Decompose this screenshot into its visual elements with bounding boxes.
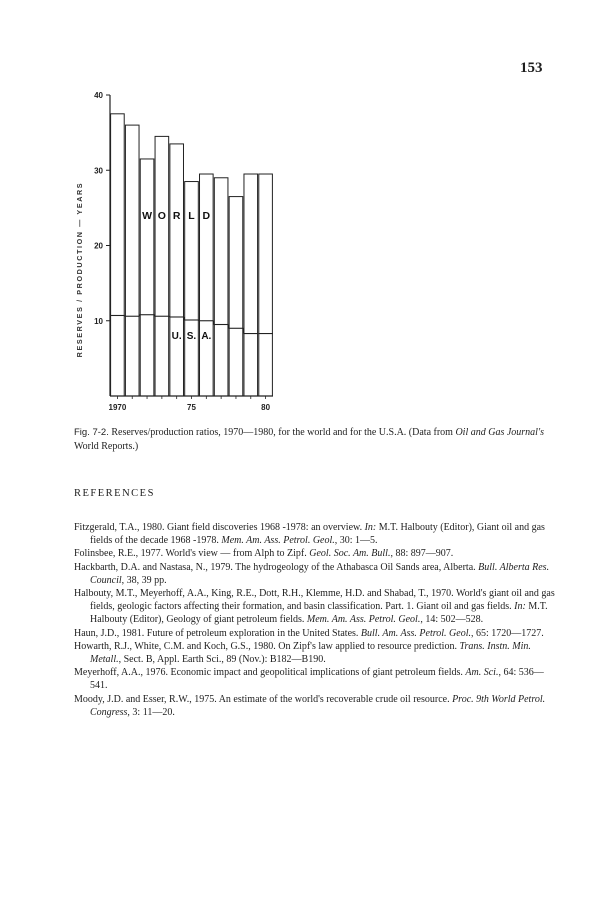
reference-text: , 65: 1720—1727. [471,627,544,639]
world-label-letter: O [157,210,166,223]
x-tick-label: 75 [187,403,196,412]
y-tick-label: 20 [94,241,103,251]
reference-text: , 14: 502—528. [420,614,484,626]
world-label-letter: R [172,210,181,223]
x-tick-label: 1970 [108,403,127,412]
reference-journal: Geol. Soc. Am. Bull. [309,548,391,560]
reference-item [74,547,556,560]
reference-text: Haun, J.D., 1981. Future of petroleum exploration in the United States. [74,627,361,639]
x-tick-label: 80 [261,403,271,412]
reference-text: , 38, 39 pp. [121,574,167,586]
reference-journal: Bull. Am. Ass. Petrol. Geol. [360,627,471,639]
world-bar [111,114,125,396]
reference-journal: Mem. Am. Ass. Petrol. Geol. [221,535,335,547]
world-label-letter: D [202,210,211,223]
y-tick-label: 40 [94,91,103,100]
reference-journal: In: [514,601,526,613]
reference-text: Moody, J.D. and Esser, R.W., 1975. An estimate of the world's recoverable crude oil resource. [74,693,453,705]
page-number: 153 [520,60,543,76]
y-tick-label: 10 [94,316,103,326]
reserves-production-chart [70,88,290,418]
usa-label-letter: U. [171,330,182,342]
reference-text: , 88: 897—907. [390,548,454,560]
world-bar [244,174,258,396]
reference-text: , 30: 1—5. [334,535,378,547]
reference-item [74,561,556,587]
y-tick-label: 30 [94,166,103,176]
references-list [74,521,556,719]
caption-source: Oil and Gas Journal's [455,427,544,438]
world-bar [170,144,184,396]
reference-text: M.T. Halbouty (Editor), Geology of giant petroleum fields. [90,601,548,626]
caption-label: Fig. 7-2. [74,427,109,438]
figure-caption [74,426,554,454]
reference-item [74,587,556,627]
usa-label-letter: S. [186,330,197,342]
world-bar [214,178,228,396]
reference-journal: Trans. Instn. Min. Metall. [90,640,531,666]
world-label-letter: W [142,210,153,223]
usa-label-letter: A. [201,330,212,342]
world-label-letter: L [188,210,195,223]
caption-text-end: World Reports.) [74,441,139,452]
reference-item [74,521,556,547]
reference-journal: Mem. Am. Ass. Petrol. Geol. [306,614,421,626]
reference-journal: In: [364,522,377,533]
world-bar [229,197,243,396]
reference-journal: Proc. 9th World Petrol. Congress [90,693,546,718]
reference-item [74,693,556,719]
world-bar [140,159,154,396]
reference-item [74,640,556,666]
reference-text: , 3: 11—20. [127,706,175,718]
reference-text: , Sect. B, Appl. Earth Sci., 89 (Nov.): B182—B190. [118,654,326,666]
chart-svg [70,88,290,418]
y-axis-title: RESERVES / PRODUCTION — YEARS [75,181,84,358]
reference-item [74,627,556,640]
world-bar [200,174,214,396]
reference-text: Meyerhoff, A.A., 1976. Economic impact and geopolitical implications of giant petroleum fields. [74,667,466,679]
reference-item [74,666,556,692]
reference-text: , 64: 536—541. [90,667,544,692]
reference-text: Halbouty, M.T., Meyerhoff, A.A., King, R.E., Dott, R.H., Klemme, H.D. and Shabad, T., 1970. World's giant oil and gas fields, geologic factors affecting their formation, and basin classification. Part. 1. Giant oil and gas fields. [74,588,555,613]
reference-journal: Bull. Alberta Res. Council [90,561,550,586]
reference-text: M.T. Halbouty (Editor), Giant oil and gas fields of the decade 1968 -1978. [90,522,545,547]
reference-journal: Am. Sci. [465,667,499,679]
world-bar [125,125,139,396]
reference-text: Howarth, R.J., White, C.M. and Koch, G.S., 1980. On Zipf's law applied to resource prediction. [74,640,460,652]
references-title: REFERENCES [74,488,155,499]
reference-text: Fitzgerald, T.A., 1980. Giant field discoveries 1968 -1978: an overview. [74,522,365,533]
caption-text: Reserves/production ratios, 1970—1980, for the world and for the U.S.A. (Data from [108,427,456,438]
world-bar [259,174,273,396]
reference-text: Hackbarth, D.A. and Nastasa, N., 1979. The hydrogeology of the Athabasca Oil Sands area, Alberta. [74,561,479,573]
world-bar [155,136,169,396]
reference-text: Folinsbee, R.E., 1977. World's view — from Alph to Zipf. [74,548,310,560]
